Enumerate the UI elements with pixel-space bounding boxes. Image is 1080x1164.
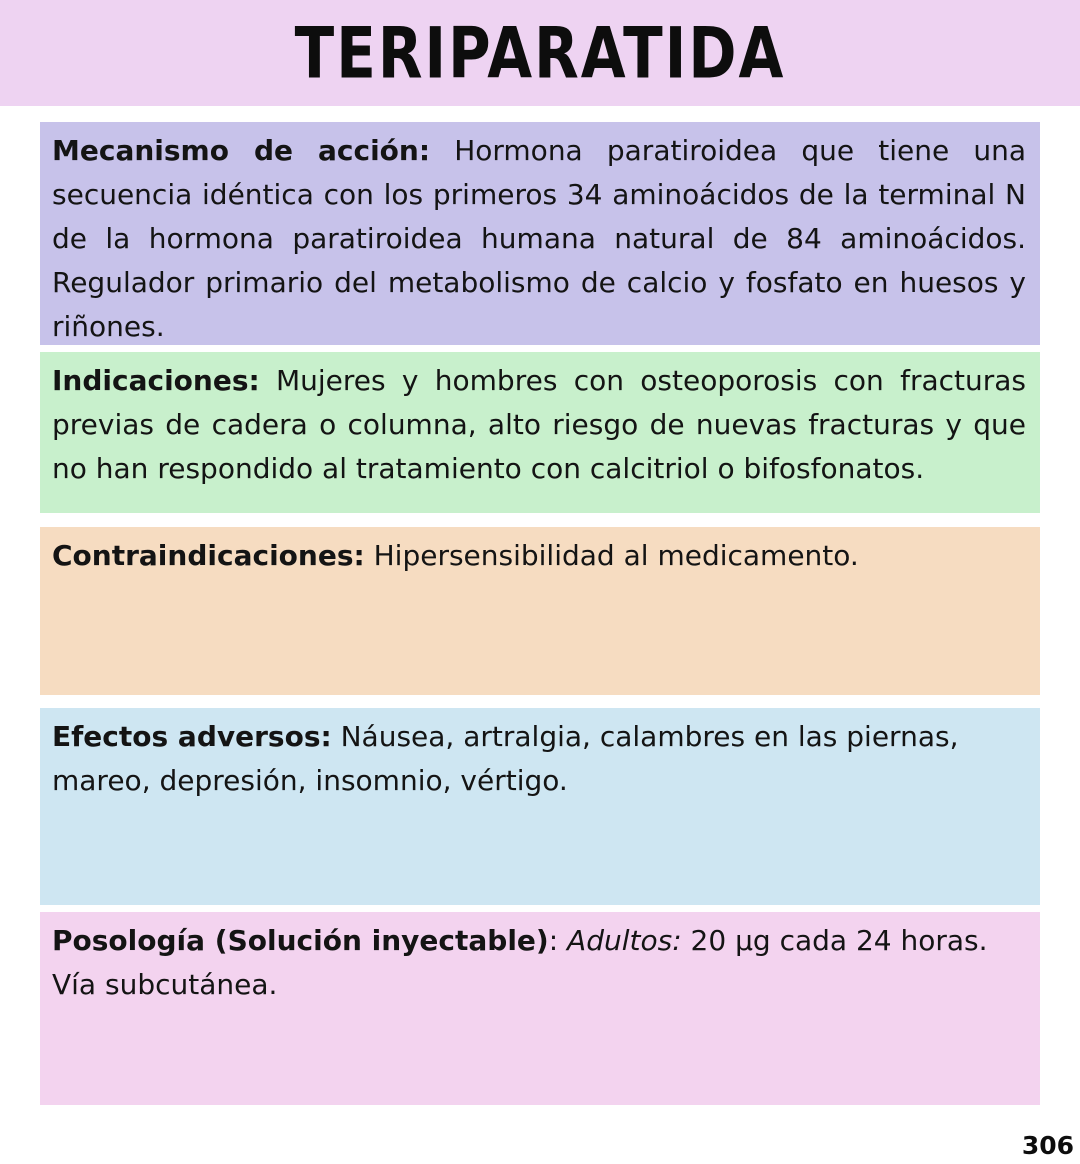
section-body: Náusea, artralgia, calambres en las piernas, mareo, depresión, insomnio, vértigo. <box>52 720 959 797</box>
section-paragraph <box>52 919 1026 1007</box>
section-efectos-adversos <box>40 708 1040 905</box>
section-mecanismo-de-accion <box>40 122 1040 345</box>
section-paragraph <box>52 129 1026 349</box>
section-body: Hormona paratiroidea que tiene una secuencia idéntica con los primeros 34 aminoácidos de la terminal N de la hormona paratiroidea humana natural de 84 aminoácidos. Regulador primario del metabolismo de calcio y fosfato en huesos y riñones. <box>52 134 1026 343</box>
section-body: Hipersensibilidad al medicamento. <box>373 539 859 572</box>
page-title: TERIPARATIDA <box>294 11 786 95</box>
section-label: Indicaciones: <box>52 364 260 397</box>
section-label: Mecanismo de acción: <box>52 134 431 167</box>
section-label: Contraindicaciones: <box>52 539 365 572</box>
section-colon: : <box>548 924 568 957</box>
section-paragraph <box>52 534 1026 578</box>
section-paragraph <box>52 715 1026 803</box>
section-label: Efectos adversos: <box>52 720 332 753</box>
section-body: Mujeres y hombres con osteoporosis con fracturas previas de cadera o columna, alto riesgo de nuevas fracturas y que no han respondido al tratamiento con calcitriol o bifosfonatos. <box>52 364 1026 485</box>
header-band <box>0 0 1080 106</box>
section-contraindicaciones <box>40 527 1040 695</box>
section-posologia <box>40 912 1040 1105</box>
page-number: 306 <box>1021 1131 1074 1160</box>
section-body: 20 μg cada 24 horas. Vía subcutánea. <box>52 924 988 1001</box>
section-indicaciones <box>40 352 1040 513</box>
section-label: Posología (Solución inyectable) <box>52 924 549 957</box>
section-paragraph <box>52 359 1026 491</box>
section-subject: Adultos: <box>567 924 682 957</box>
